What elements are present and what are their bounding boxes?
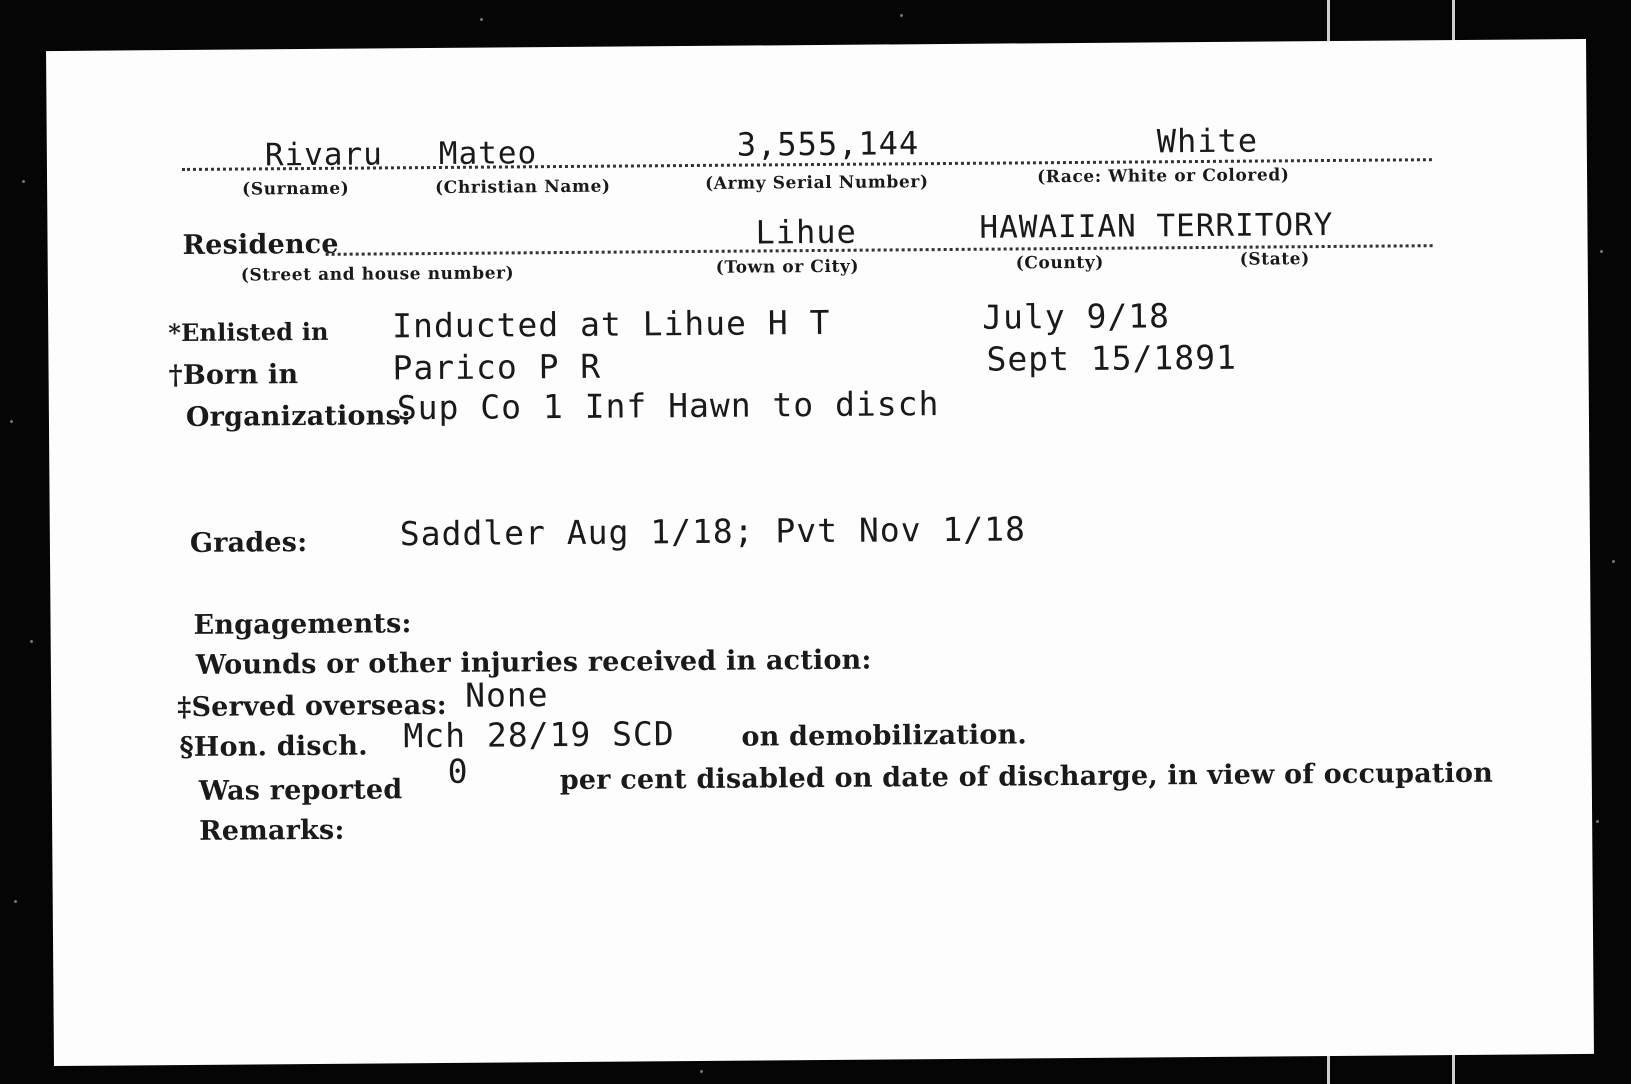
county-value: HAWAIIAN TERRITORY	[979, 206, 1334, 246]
film-speck	[14, 900, 17, 903]
film-speck	[700, 1070, 703, 1073]
race-value: White	[1156, 121, 1259, 161]
film-speck	[30, 640, 33, 643]
film-speck	[10, 420, 13, 423]
born-label: †Born in	[168, 359, 299, 392]
reported-label: Was reported	[198, 774, 403, 807]
engagements-label: Engagements:	[193, 608, 412, 641]
county-caption: (County)	[1015, 252, 1105, 274]
surname-value: Rivaru	[264, 136, 383, 174]
serial-number-value: 3,555,144	[736, 124, 920, 164]
hon-disch-label: §Hon. disch.	[179, 730, 368, 764]
grades-label: Grades:	[189, 527, 308, 559]
film-speck	[900, 14, 903, 17]
organizations-value: Sup Co 1 Inf Hawn to disch	[396, 384, 940, 428]
film-speck	[480, 18, 483, 21]
served-overseas-label: ‡Served overseas:	[177, 689, 448, 724]
organizations-label: Organizations:	[185, 400, 412, 433]
enlisted-place-value: Inducted at Lihue H T	[392, 302, 831, 346]
enlisted-label: *Enlisted in	[168, 316, 329, 348]
residence-label: Residence	[182, 228, 339, 261]
wounds-label: Wounds or other injuries received in action:	[195, 644, 872, 681]
hon-disch-value: Mch 28/19 SCD	[403, 714, 675, 756]
born-date-value: Sept 15/1891	[986, 337, 1238, 379]
christian-name-value: Mateo	[438, 135, 538, 172]
street-caption: (Street and house number)	[240, 263, 515, 286]
surname-caption: (Surname)	[242, 178, 350, 200]
christian-name-caption: (Christian Name)	[435, 176, 611, 199]
town-caption: (Town or City)	[715, 256, 860, 278]
town-value: Lihue	[755, 212, 857, 252]
grades-value: Saddler Aug 1/18; Pvt Nov 1/18	[399, 509, 1027, 554]
state-caption: (State)	[1239, 249, 1310, 270]
served-overseas-value: None	[464, 675, 549, 715]
disability-percent-value: 0	[447, 751, 469, 791]
race-caption: (Race: White or Colored)	[1036, 165, 1290, 188]
disability-suffix: per cent disabled on date of discharge, in view of occupation	[559, 757, 1494, 797]
film-speck	[1612, 560, 1615, 563]
enlisted-date-value: July 9/18	[982, 296, 1171, 337]
born-place-value: Parico P R	[392, 346, 602, 388]
hon-disch-suffix: on demobilization.	[741, 719, 1028, 753]
film-speck	[22, 180, 25, 183]
remarks-label: Remarks:	[199, 814, 345, 847]
film-speck	[1600, 250, 1603, 253]
film-speck	[1596, 820, 1599, 823]
service-record-card	[46, 39, 1594, 1066]
serial-number-caption: (Army Serial Number)	[705, 172, 929, 194]
